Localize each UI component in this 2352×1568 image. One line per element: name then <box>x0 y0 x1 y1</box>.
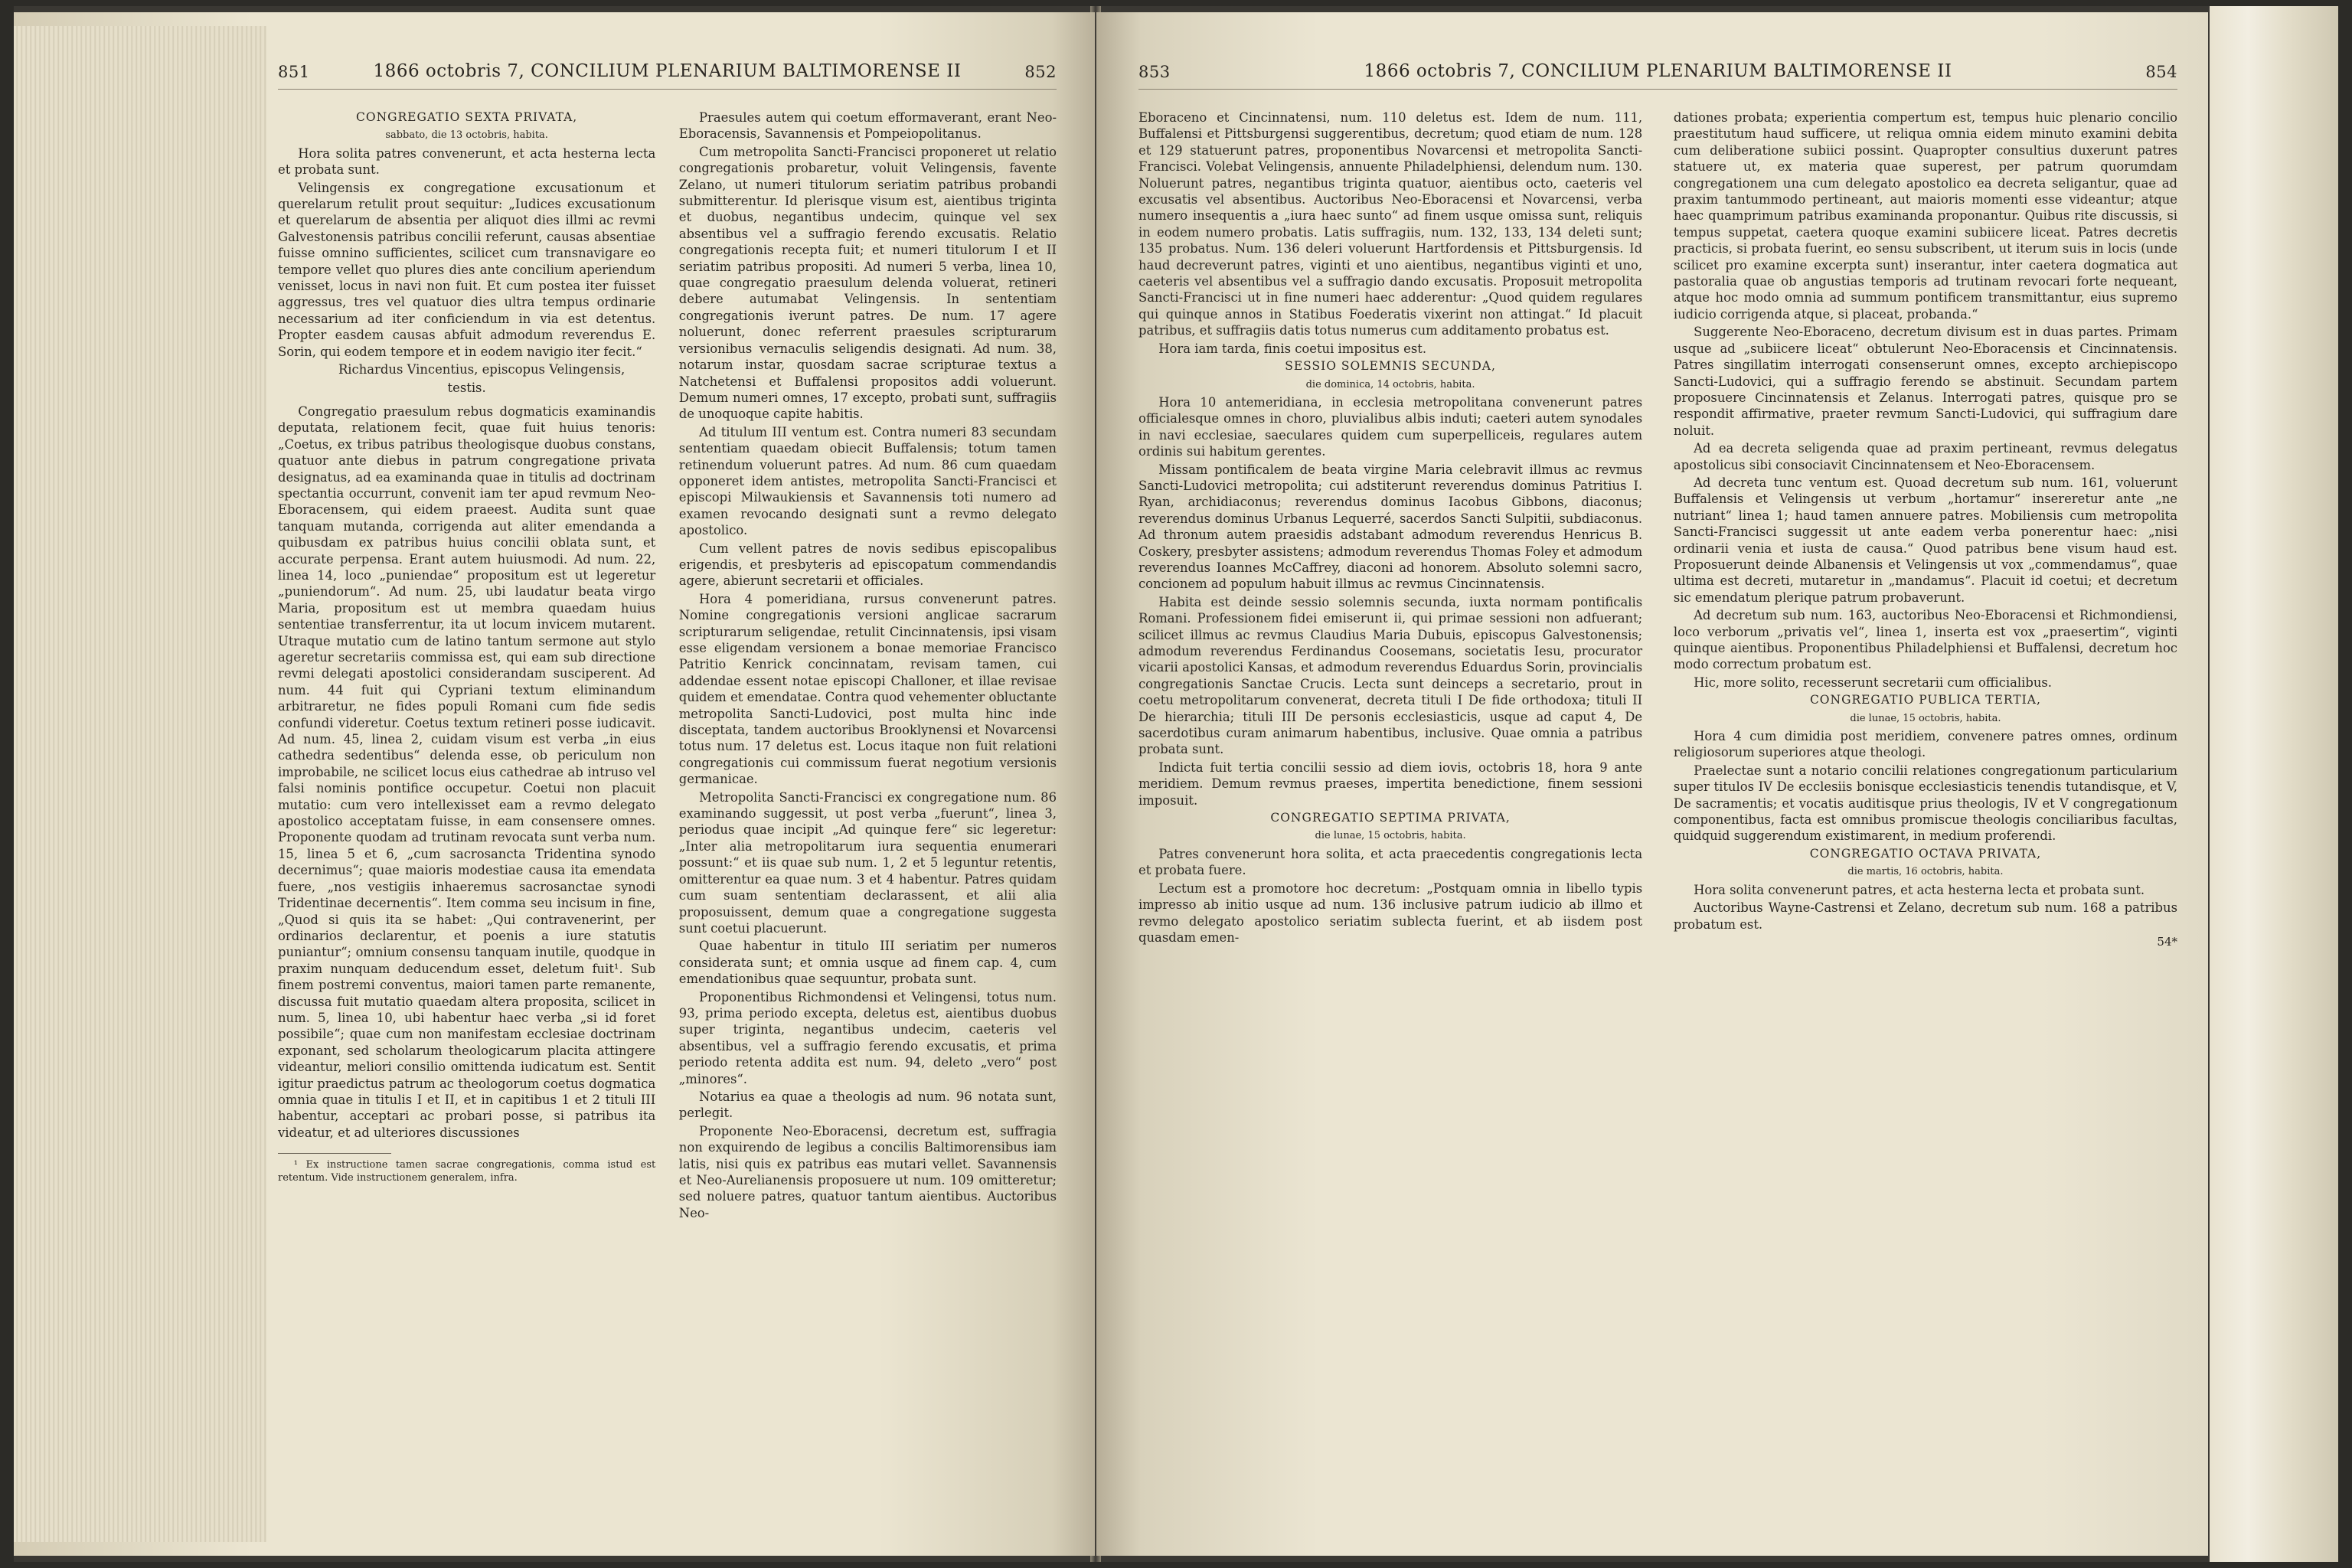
section-title: CONGREGATIO SEPTIMA PRIVATA, <box>1270 811 1511 825</box>
paragraph: Ad titulum III ventum est. Contra numeri 83 secundam sententiam quaedam obiecit Buffalensis; totum tamen retinendum voluerunt patres. Ad num. 86 cum quaedam opponeret idem antistes, metropolita Sancti-Francisci et episcopi Milwaukiensis et Savannensis toti numero ad examen revocando designati sunt a revmo delegato apostolico. <box>678 424 1057 538</box>
right-column-2 <box>1674 109 2177 952</box>
left-column-1 <box>278 109 655 1223</box>
left-page <box>14 12 1095 1556</box>
signature-line: testis. <box>447 380 486 395</box>
paragraph: Ad decretum sub num. 163, auctoribus Neo-Eboracensi et Richmondiensi, loco verborum „privatis vel“, linea 1, inserta est vox „praesertim“, viginti quinque aientibus. Proponentibus Philadelphiensi et Buffalensi, decretum hoc modo correctum probatum est. <box>1673 608 2177 672</box>
paragraph: Praesules autem qui coetum efformaverant, erant Neo-Eboracensis, Savannensis et Pompeiopolitanus. <box>678 110 1057 142</box>
page-number: 852 <box>1024 63 1057 81</box>
paragraph: Indicta fuit tertia concilii sessio ad diem iovis, octobris 18, hora 9 ante meridiem. Demum revmus praeses, impertita benedictione, finem sessioni imposuit. <box>1138 760 1643 808</box>
section-date: die dominica, 14 octobris, habita. <box>1305 378 1475 390</box>
paragraph: Hic, more solito, recesserunt secretarii cum officialibus. <box>1694 675 2053 690</box>
paragraph: Suggerente Neo-Eboraceno, decretum divisum est in duas partes. Primam usque ad „subiicere liceat“ obtulerunt Neo-Eboracensis et Cincinnatensis. Patres singillatim interrogati consenserunt omnes, excepto archiepiscopo Sancti-Ludovici, qui a suffragio ferendo se abstinuit. Secundam partem proposuere Cincinnatensis et Zelanus. Interrogati patres, quisque pro se respondit affirmative, praeter revmum Sancti-Ludovici, qui suffragium dare noluit. <box>1673 325 2177 438</box>
paragraph: Patres convenerunt hora solita, et acta praecedentis congregationis lecta et probata fuere. <box>1138 846 1643 878</box>
paragraph: Ad ea decreta seligenda quae ad praxim pertineant, revmus delegatus apostolicus sibi consociavit Cincinnatensem et Neo-Eboracensem. <box>1673 441 2177 472</box>
paragraph: Auctoribus Wayne-Castrensi et Zelano, decretum sub num. 168 a patribus probatum est. <box>1673 900 2177 932</box>
paragraph: Eboraceno et Cincinnatensi, num. 110 deletus est. Idem de num. 111, Buffalensi et Pittsburgensi suggerentibus, decretum; quod etiam de num. 128 et 129 statuerunt patres, proponentibus Novarcensi et metropolita Sancti-Francisci. Volebat Velingensis, annuente Philadelphiensi, delendum num. 130. Noluerunt patres, negantibus triginta quatuor, aientibus octo, caeteris vel excusatis vel absentibus. Auctoribus Neo-Eboracensi et Novarcensi, verba numero insequentis a „iura haec sunto“ ad finem usque omissa sunt, reliquis in eodem numero probatis. Latis suffragiis, num. 132, 133, 134 deleti sunt; 135 probatus. Num. 136 deleri voluerunt Hartfordensis et Pittsburgensis. Id haud decreverunt patres, viginti et uno aientibus, negantibus viginti et uno, caeteris vel absentibus vel a suffragio dando excusatis. Proposuit metropolita Sancti-Francisci ut in fine numeri haec adderentur: „Quod quidem regulares qui quinque annos in Statibus Foederatis vixerint non attingat.“ Id placuit patribus, et suffragiis datis totus numerus cum additamento probatus est. <box>1138 110 1643 338</box>
paragraph: Proponente Neo-Eboracensi, decretum est, suffragia non exquirendo de legibus a concilis Baltimorensibus iam latis, nisi quis ex patribus eas mutari vellet. Savannensis et Neo-Aurelianensis proposuere ut num. 109 omitteretur; sed noluere patres, quatuor tantum aientibus. Auctoribus Neo- <box>678 1123 1057 1220</box>
page-number: 854 <box>2145 63 2177 81</box>
running-title: 1866 octobris 7, CONCILIUM PLENARIUM BALTIMORENSE II <box>1364 61 1952 81</box>
paragraph: Hora 10 antemeridiana, in ecclesia metropolitana convenerunt patres officialesque omnes in choro, pluvialibus albis induti; caeteri autem synodales in navi ecclesiae, saeculares quidem cum superpelliceis, regulares autem ordinis sui habitum gerentes. <box>1138 394 1643 459</box>
signature-mark: 54* <box>2157 934 2177 949</box>
paragraph: Proponentibus Richmondensi et Velingensi, totus num. 93, prima periodo excepta, deletus est, aientibus duobus super triginta, negantibus undecim, caeteris vel absentibus, vel a suffragio ferendo excusatis, et prima periodo retenta addita est num. 94, deleto „vero“ post „minores“. <box>678 989 1057 1086</box>
signature-line: Richardus Vincentius, episcopus Velingensis, <box>338 362 626 377</box>
running-head-right <box>1138 58 2177 90</box>
footnote: ¹ Ex instructione tamen sacrae congregationis, comma istud est retentum. Vide instructionem generalem, infra. <box>278 1159 656 1184</box>
paragraph: Notarius ea quae a theologis ad num. 96 notata sunt, perlegit. <box>678 1089 1057 1121</box>
paragraph: Ad decreta tunc ventum est. Quoad decretum sub num. 161, voluerunt Buffalensis et Velingensis ut verbum „hortamur“ insereretur ante „ne nutriant“ linea 1; haud tamen annuere patres. Mobiliensis cum metropolita Sancti-Francisci suggessit ut ante eadem verba ponerentur haec: „nisi ordinarii venia et iusta de causa.“ Quod patribus bene visum haud est. Proposuerunt deinde Albanensis et Velingensis ut vox „commendamus“, quae ultima est decreti, mutaretur in „mandamus“. Placuit id coetui; et decretum sic emendatum plerique patrum probaverunt. <box>1673 475 2177 605</box>
paragraph: Velingensis ex congregatione excusationum et querelarum retulit prout sequitur: „Iudices excusationum et querelarum de absentia per aliquot dies illmi ac revmi Galvestonensis patribus concilii referunt, causas absentiae fuisse omnino sufficientes, scilicet cum transnavigare eo tempore vellet quo plures dies ante concilium aperiendum venisset, locus in navi non fuit. Et cum postea iter fuisset aggressus, tres vel quatuor dies ultra tempus ordinarie necessarium ad iter conficiendum in via est detentus. Propter easdem causas abfuit admodum reverendus E. Sorin, qui eodem tempore et in eodem navigio iter fecit.“ <box>278 180 656 359</box>
page-number: 851 <box>278 63 310 81</box>
section-date: die lunae, 15 octobris, habita. <box>1850 712 2001 724</box>
section-date: die martis, 16 octobris, habita. <box>1847 866 2004 878</box>
paragraph: Congregatio praesulum rebus dogmaticis examinandis deputata, relationem fecit, quae fuit huius tenoris: „Coetus, ex tribus patribus theologisque duobus constans, quatuor ante diebus in patrum congregatione privata designatus, ad ea examinanda quae in titulis ad doctrinam spectantia occurrunt, convenit iam ter apud revmum Neo-Eboracensem, qui eidem praeest. Audita sunt quae tanquam mutanda, corrigenda aut aliter emendanda a quibusdam ex patribus huius concilii oblata sunt, et accurate perpensa. Erant autem huiusmodi. Ad num. 22, linea 14, loco „puniendae“ propositum est ut legeretur „puniendorum“. Ad num. 25, ubi laudatur beata virgo Maria, propositum est ut membra quaedam huius sententiae transferrentur, ita ut locum invicem mutarent. Utraque mutatio cum de latino tantum sermone aut stylo ageretur secretariis commissa est, qui eam sub directione revmi delegati apostolici considerandam susciperent. Ad num. 44 fuit qui Cypriani textum eliminandum arbitraretur, ne fides populi Romani cum fide sedis confundi videretur. Coetus textum retineri posse iudicavit. Ad num. 45, linea 2, cuidam visum est verba „in eius cathedra sedentibus“ delenda esse, ob periculum non improbabile, ne scilicet locus eius cathedrae ab intruso vel falsi nominis pontifice occupetur. Coetui non placuit mutatio: cum vero intellexisset eam a revmo delegato apostolico acceptatam fuisse, in eam consensere omnes. Proponente quodam ad trutinam revocata sunt verba num. 15, linea 5 et 6, „cum sacrosancta Tridentina synodo decernimus“; quae maioris modestiae causa ita emendata fuere, „nos vestigiis inhaeremus sacrosanctae synodi Tridentinae decernentis“. Item comma seu incisum in fine, „Quod si quis ita se habet: „Qui contravenerint, per ordinarios declarentur, et poenis a iure statutis puniantur“; omnium consensu tanquam inutile, quodque in praxim nunquam deducendum esset, deletum fuit¹. Sub finem postremi conventus, maiori tamen parte remanente, discussa fuit mutatio quaedam altera proposita, scilicet in num. 5, linea 10, ubi habentur haec verba „si id foret possibile“; quae cum non manifestam ecclesiae doctrinam exponant, sed scholarum theologicarum placita attingere videantur, meliori consilio omittenda iudicatum est. Sentit igitur praedictus patrum ac theologorum coetus dogmatica omnia quae in titulis I et II, et in capitibus 1 et 2 tituli III habentur, acceptari ac probari posse, si patribus ita videatur, et ad ulteriores discussiones <box>278 403 656 1140</box>
paragraph: Quae habentur in titulo III seriatim per numeros considerata sunt; et omnia usque ad finem cap. 4, cum emendationibus quae sequuntur, probata sunt. <box>678 939 1057 987</box>
running-head-left <box>278 58 1057 90</box>
paragraph: Metropolita Sancti-Francisci ex congregatione num. 86 examinando suggessit, ut post verba „fuerunt“, linea 3, periodus quae incipit „Ad quinque fere“ sic legeretur: „Inter alia metropolitarum iura sequentia enumerari possunt:“ et iis quae sub num. 1, 2 et 5 leguntur retentis, omitterentur ea quae num. 3 et 4 habentur. Patres quidam cum suam sententiam declarassent, et alii alia proposuissent, demum quae a congregatione suggesta sunt coetui placuerunt. <box>678 789 1057 936</box>
paragraph: Habita est deinde sessio solemnis secunda, iuxta normam pontificalis Romani. Professionem fidei emiserunt ii, qui primae sessioni non adfuerant; scilicet illmus ac revmus Claudius Maria Dubuis, episcopus Galvestonensis; admodum reverendus Ferdinandus Coosemans, societatis Iesu, procurator vicarii apostolici Kansas, et admodum reverendus Eduardus Sorin, provincialis congregationis Sanctae Crucis. Lecta sunt deinceps a secretario, prout in coetu metropolitarum convenerat, decreta tituli I De fide orthodoxa; tituli II De hierarchia; tituli III De personis ecclesiasticis, usque ad caput 4, De sacerdotibus curam animarum habentibus, inclusive. Quae omnia a patribus probata sunt. <box>1138 594 1643 757</box>
footnote-rule <box>278 1153 391 1154</box>
running-title: 1866 octobris 7, CONCILIUM PLENARIUM BALTIMORENSE II <box>373 61 962 81</box>
section-title: CONGREGATIO PUBLICA TERTIA, <box>1809 693 2041 707</box>
section-title: CONGREGATIO OCTAVA PRIVATA, <box>1809 846 2042 861</box>
paragraph: dationes probata; experientia compertum est, tempus huic plenario concilio praestitutum haud sufficere, ut reliqua omnia eidem minuto examini debita cum deliberatione subiici possint. Quapropter consultius duxerunt patres statuere ut, ex materia quae superest, per patrum quorumdam congregationem una cum delegato apostolico ea decreta seligantur, quae ad praxim tantummodo pertineant, aut maioris momenti esse videantur; atque haec quamprimum patribus examinanda proponantur. Quibus rite discussis, si tempus suppetat, caetera quoque examini subiicere liceat. Patres decretis practicis, si probata fuerint, eo sensu subscribent, ut iterum suis in locis (unde scilicet pro examine excerpta sunt) inserantur, inter caetera dogmatica aut pastoralia quae ob angustias temporis ad trutinam revocari forte nequeant, atque hoc modo omnia ad summum pontificem transmittantur, eius supremo iudicio corrigenda atque, si placeat, probanda.“ <box>1673 110 2177 322</box>
right-page <box>1096 12 2208 1556</box>
open-book <box>14 6 2338 1562</box>
paragraph: Missam pontificalem de beata virgine Maria celebravit illmus ac revmus Sancti-Ludovici metropolita; cui adstiterunt reverendus dominus Patritius I. Ryan, archidiaconus; reverendus dominus Iacobus Gibbons, diaconus; reverendus dominus Urbanus Lequerré, sacerdos Sancti Sulpitii, subdiaconus. Ad thronum autem praesidis adstabant admodum reverendus Henricus B. Coskery, presbyter assistens; admodum reverendus Thomas Foley et admodum reverendus Ioannes McCaffrey, diaconi ad honorem. Absoluto solemni sacro, concionem ad populum habuit illmus ac revmus Cincinnatensis. <box>1138 462 1643 592</box>
paragraph: Lectum est a promotore hoc decretum: „Postquam omnia in libello typis impresso ab initio usque ad num. 136 inclusive patrum iudicio ab illmo et revmo delegato apostolico seriatim sublecta fuerint, et ab iisdem post quasdam emen- <box>1138 880 1643 945</box>
page-edges-right <box>2210 6 2338 1562</box>
paragraph: Hora solita patres convenerunt, et acta hesterna lecta et probata sunt. <box>278 145 656 178</box>
right-column-1 <box>1138 109 1642 952</box>
section-date: sabbato, die 13 octobris, habita. <box>385 129 548 142</box>
paragraph: Cum vellent patres de novis sedibus episcopalibus erigendis, et presbyteris ad episcopatum commendandis agere, abierunt secretarii et officiales. <box>678 541 1057 589</box>
section-date: die lunae, 15 octobris, habita. <box>1315 830 1466 842</box>
paragraph: Hora 4 cum dimidia post meridiem, convenere patres omnes, ordinum religiosorum superiores atque theologi. <box>1673 729 2177 760</box>
section-title: SESSIO SOLEMNIS SECUNDA, <box>1285 359 1496 374</box>
paragraph: Hora 4 pomeridiana, rursus convenerunt patres. Nomine congregationis versioni anglicae sacrarum scripturarum seligendae, retulit Cincinnatensis, ipsi visam esse eligendam versionem a bonae memoriae Francisco Patritio Kenrick concinnatam, revisam tamen, cui addendae essent notae episcopi Challoner, et illae revisae quidem et emendatae. Contra quod vehementer obluctante metropolita Sancti-Ludovici, post multa hinc inde disceptata, tandem auctoribus Brooklynensi et Novarcensi totus num. 17 deletus est. Locus itaque non fuit relationi congregationis cui commissum fuerat negotium versionis germanicae. <box>678 591 1057 787</box>
left-column-2 <box>679 109 1057 1223</box>
paragraph: Praelectae sunt a notario concilii relationes congregationum particularium super titulos IV De ecclesiis bonisque ecclesiasticis tenendis tutandisque, et V, De sacramentis; et vocatis auditisque prius theologis, IV et V congregationum componentibus, facta est omnibus promiscue theologis conciliaribus facultas, quidquid suggerendum existimarent, in medium proferendi. <box>1673 763 2177 844</box>
paragraph: Hora iam tarda, finis coetui impositus est. <box>1158 341 1427 356</box>
paragraph: Hora solita convenerunt patres, et acta hesterna lecta et probata sunt. <box>1694 882 2145 897</box>
paragraph: Cum metropolita Sancti-Francisci proponeret ut relatio congregationis probaretur, voluit Velingensis, favente Zelano, ut numeri titulorum seriatim patribus probandi submitterentur. Id plerisque visum est, aientibus triginta et duobus, negantibus undecim, quinque vel sex absentibus vel a suffragio ferendo excusatis. Relatio congregationis recepta fuit; et numeri titulorum I et II seriatim patribus propositi. Ad numeri 5 verba, linea 10, quae congregatio praesulum delenda voluerat, retineri debere autumabat Velingensis. In sententiam congregationis iverunt patres. De num. 17 agere noluerunt, donec referrent praesules scripturarum versionibus vernaculis seligendis designati. Ad num. 38, notarum instar, quosdam sacrae scripturae textus a Natchetensi et Buffalensi propositos addi voluerunt. Demum numeri omnes, 17 excepto, probati sunt, suffragiis de unoquoque capite habitis. <box>678 144 1057 422</box>
page-number: 853 <box>1138 63 1171 81</box>
page-edges-left <box>14 26 266 1542</box>
section-title: CONGREGATIO SEXTA PRIVATA, <box>356 110 578 124</box>
